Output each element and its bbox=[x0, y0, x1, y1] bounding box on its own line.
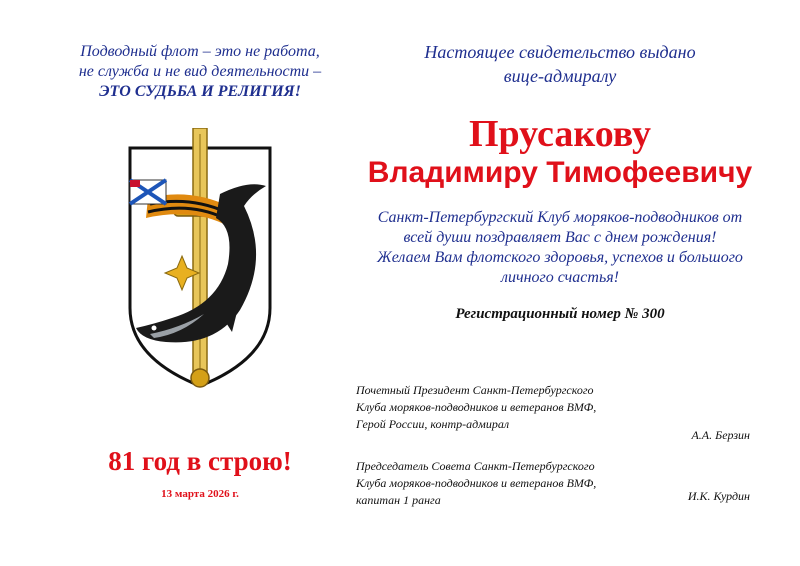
greeting-line: Санкт-Петербургский Клуб моряков-подводников от bbox=[377, 209, 743, 226]
motto-line-1: Подводный флот – это не работа, bbox=[80, 43, 320, 60]
registration-number: Регистрационный номер № 300 bbox=[455, 306, 665, 322]
signatory-2-name: И.К. Курдин bbox=[687, 489, 750, 503]
issued-line-1: Настоящее свидетельство выдано bbox=[424, 42, 696, 62]
recipient-names: Владимиру Тимофеевичу bbox=[367, 156, 753, 189]
motto bbox=[40, 42, 360, 102]
signatory-line: Председатель Совета Санкт-Петербургского bbox=[356, 459, 595, 473]
signatory-line: Герой России, контр-адмирал bbox=[356, 417, 510, 431]
issue-date: 13 марта 2026 г. bbox=[161, 488, 239, 500]
signatory-2-title bbox=[356, 458, 686, 509]
greeting-line: всей души поздравляет Вас с днем рождения! bbox=[403, 229, 717, 246]
issued-line-2: вице-адмиралу bbox=[503, 66, 617, 86]
greeting-line: личного счастья! bbox=[500, 269, 619, 286]
naval-ensign-flag bbox=[130, 180, 166, 204]
issued-to bbox=[390, 40, 730, 88]
recipient-surname: Прусакову bbox=[468, 113, 652, 155]
signatory-line: капитан 1 ранга bbox=[356, 493, 441, 507]
years-in-service: 81 год в строю! bbox=[108, 446, 292, 476]
naval-submariner-emblem-icon bbox=[120, 128, 280, 398]
greeting-line: Желаем Вам флотского здоровья, успехов и большого bbox=[377, 249, 743, 266]
signatory-line: Почетный Президент Санкт-Петербургского bbox=[356, 383, 594, 397]
signatory-line: Клуба моряков-подводников и ветеранов ВМФ, bbox=[356, 476, 597, 490]
signatory-1-title bbox=[356, 382, 686, 433]
motto-line-2: не служба и не вид деятельности – bbox=[78, 63, 322, 80]
greeting bbox=[345, 208, 775, 288]
signatory-1-name: А.А. Берзин bbox=[691, 428, 750, 442]
signatory-line: Клуба моряков-подводников и ветеранов ВМФ, bbox=[356, 400, 597, 414]
motto-line-3: ЭТО СУДЬБА И РЕЛИГИЯ! bbox=[99, 83, 301, 100]
